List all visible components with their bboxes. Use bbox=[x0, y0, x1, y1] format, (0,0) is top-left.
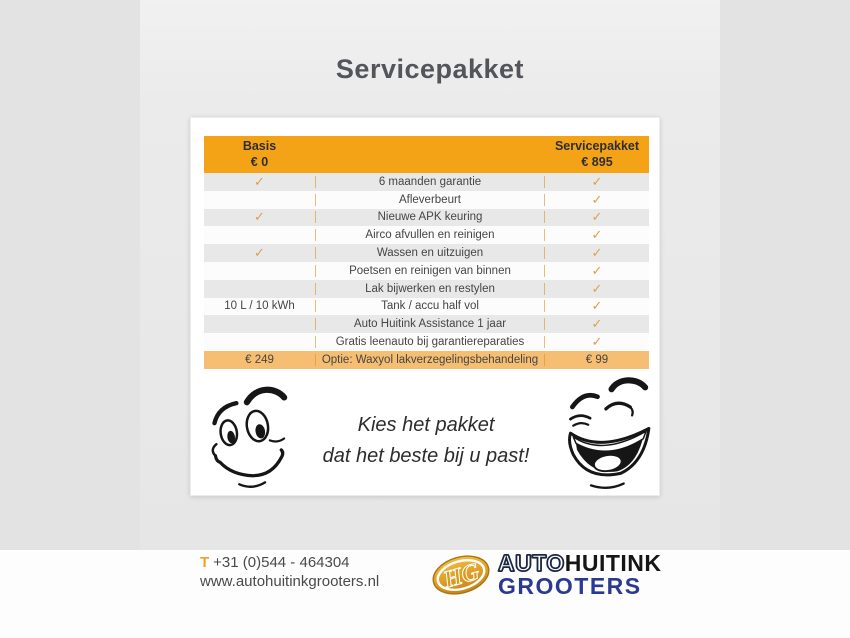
feature-cell: Gratis leenauto bij garantiereparaties bbox=[315, 336, 545, 348]
feature-cell: Poetsen en reinigen van binnen bbox=[315, 265, 545, 277]
table-row bbox=[204, 191, 649, 209]
basis-cell: 10 L / 10 kWh bbox=[224, 300, 295, 313]
table-row bbox=[204, 333, 649, 351]
brand-name-top bbox=[498, 549, 662, 576]
feature-cell: 6 maanden garantie bbox=[315, 176, 545, 188]
basis-cell bbox=[204, 245, 315, 261]
servicepakket-cell: € 99 bbox=[585, 353, 609, 366]
table-row bbox=[204, 298, 649, 316]
check-icon: ✓ bbox=[591, 209, 603, 225]
check-icon: ✓ bbox=[591, 245, 603, 261]
basis-cell bbox=[204, 209, 315, 225]
table-row bbox=[204, 351, 649, 369]
servicepakket-cell bbox=[545, 316, 649, 332]
brand-huitink: HUITINK bbox=[564, 549, 662, 576]
header-servicepakket-column bbox=[545, 139, 649, 170]
feature-cell: Optie: Waxyol lakverzegelingsbehandeling bbox=[315, 354, 545, 366]
phone-number[interactable]: +31 (0)544 - 464304 bbox=[213, 554, 350, 571]
check-icon: ✓ bbox=[591, 316, 603, 332]
check-icon: ✓ bbox=[591, 280, 603, 296]
slogan-line-2: dat het beste bij u past! bbox=[322, 445, 530, 467]
table-row bbox=[204, 244, 649, 262]
check-icon: ✓ bbox=[591, 227, 603, 243]
table-body bbox=[204, 173, 649, 369]
feature-cell: Airco afvullen en reinigen bbox=[315, 229, 545, 241]
check-icon: ✓ bbox=[591, 298, 603, 314]
table-row bbox=[204, 173, 649, 191]
laughing-face-illustration bbox=[563, 374, 661, 496]
servicepakket-cell bbox=[545, 298, 649, 314]
servicepakket-price: € 895 bbox=[581, 154, 613, 169]
comparison-table bbox=[204, 136, 649, 369]
feature-cell: Wassen en uitzuigen bbox=[315, 247, 545, 259]
footer-background bbox=[0, 550, 850, 638]
service-package-card bbox=[190, 117, 660, 496]
feature-cell: Auto Huitink Assistance 1 jaar bbox=[315, 318, 545, 330]
website-link[interactable]: www.autohuitinkgrooters.nl bbox=[200, 572, 380, 590]
header-basis-column bbox=[204, 139, 315, 170]
slogan-text bbox=[276, 410, 576, 472]
check-icon: ✓ bbox=[591, 173, 603, 189]
servicepakket-cell bbox=[545, 227, 649, 243]
servicepakket-cell bbox=[545, 174, 649, 190]
servicepakket-cell bbox=[545, 281, 649, 297]
servicepakket-cell bbox=[545, 334, 649, 350]
table-row bbox=[204, 226, 649, 244]
phone-prefix: T bbox=[200, 554, 210, 571]
table-row bbox=[204, 315, 649, 333]
feature-cell: Nieuwe APK keuring bbox=[315, 211, 545, 223]
brand-grooters: GROOTERS bbox=[498, 572, 642, 599]
check-icon: ✓ bbox=[591, 262, 603, 278]
basis-label: Basis bbox=[242, 138, 277, 153]
basis-cell: € 249 bbox=[245, 353, 274, 366]
servicepakket-cell bbox=[545, 192, 649, 208]
table-row bbox=[204, 280, 649, 298]
brand-name bbox=[498, 549, 662, 599]
table-header bbox=[204, 136, 649, 173]
servicepakket-label: Servicepakket bbox=[554, 138, 640, 153]
table-row bbox=[204, 262, 649, 280]
check-icon: ✓ bbox=[254, 173, 265, 189]
servicepakket-cell bbox=[545, 245, 649, 261]
phone-line bbox=[200, 554, 379, 573]
servicepakket-cell bbox=[545, 209, 649, 225]
brand-logo[interactable] bbox=[428, 548, 662, 602]
basis-cell bbox=[204, 174, 315, 190]
check-icon: ✓ bbox=[254, 209, 265, 225]
check-icon: ✓ bbox=[591, 334, 603, 350]
table-row bbox=[204, 209, 649, 227]
page-title: Servicepakket bbox=[335, 54, 525, 84]
feature-cell: Tank / accu half vol bbox=[315, 300, 545, 312]
feature-cell: Afleverbeurt bbox=[315, 194, 545, 206]
basis-price: € 0 bbox=[250, 154, 269, 169]
hg-badge-text: HG bbox=[440, 558, 483, 594]
servicepakket-cell bbox=[545, 263, 649, 279]
check-icon: ✓ bbox=[591, 191, 603, 207]
contact-block bbox=[200, 554, 379, 592]
slogan-line-1: Kies het pakket bbox=[357, 414, 495, 436]
feature-cell: Lak bijwerken en restylen bbox=[315, 283, 545, 295]
hg-badge-icon bbox=[428, 548, 494, 602]
check-icon: ✓ bbox=[254, 245, 265, 261]
brand-auto: AUTO bbox=[498, 549, 565, 576]
